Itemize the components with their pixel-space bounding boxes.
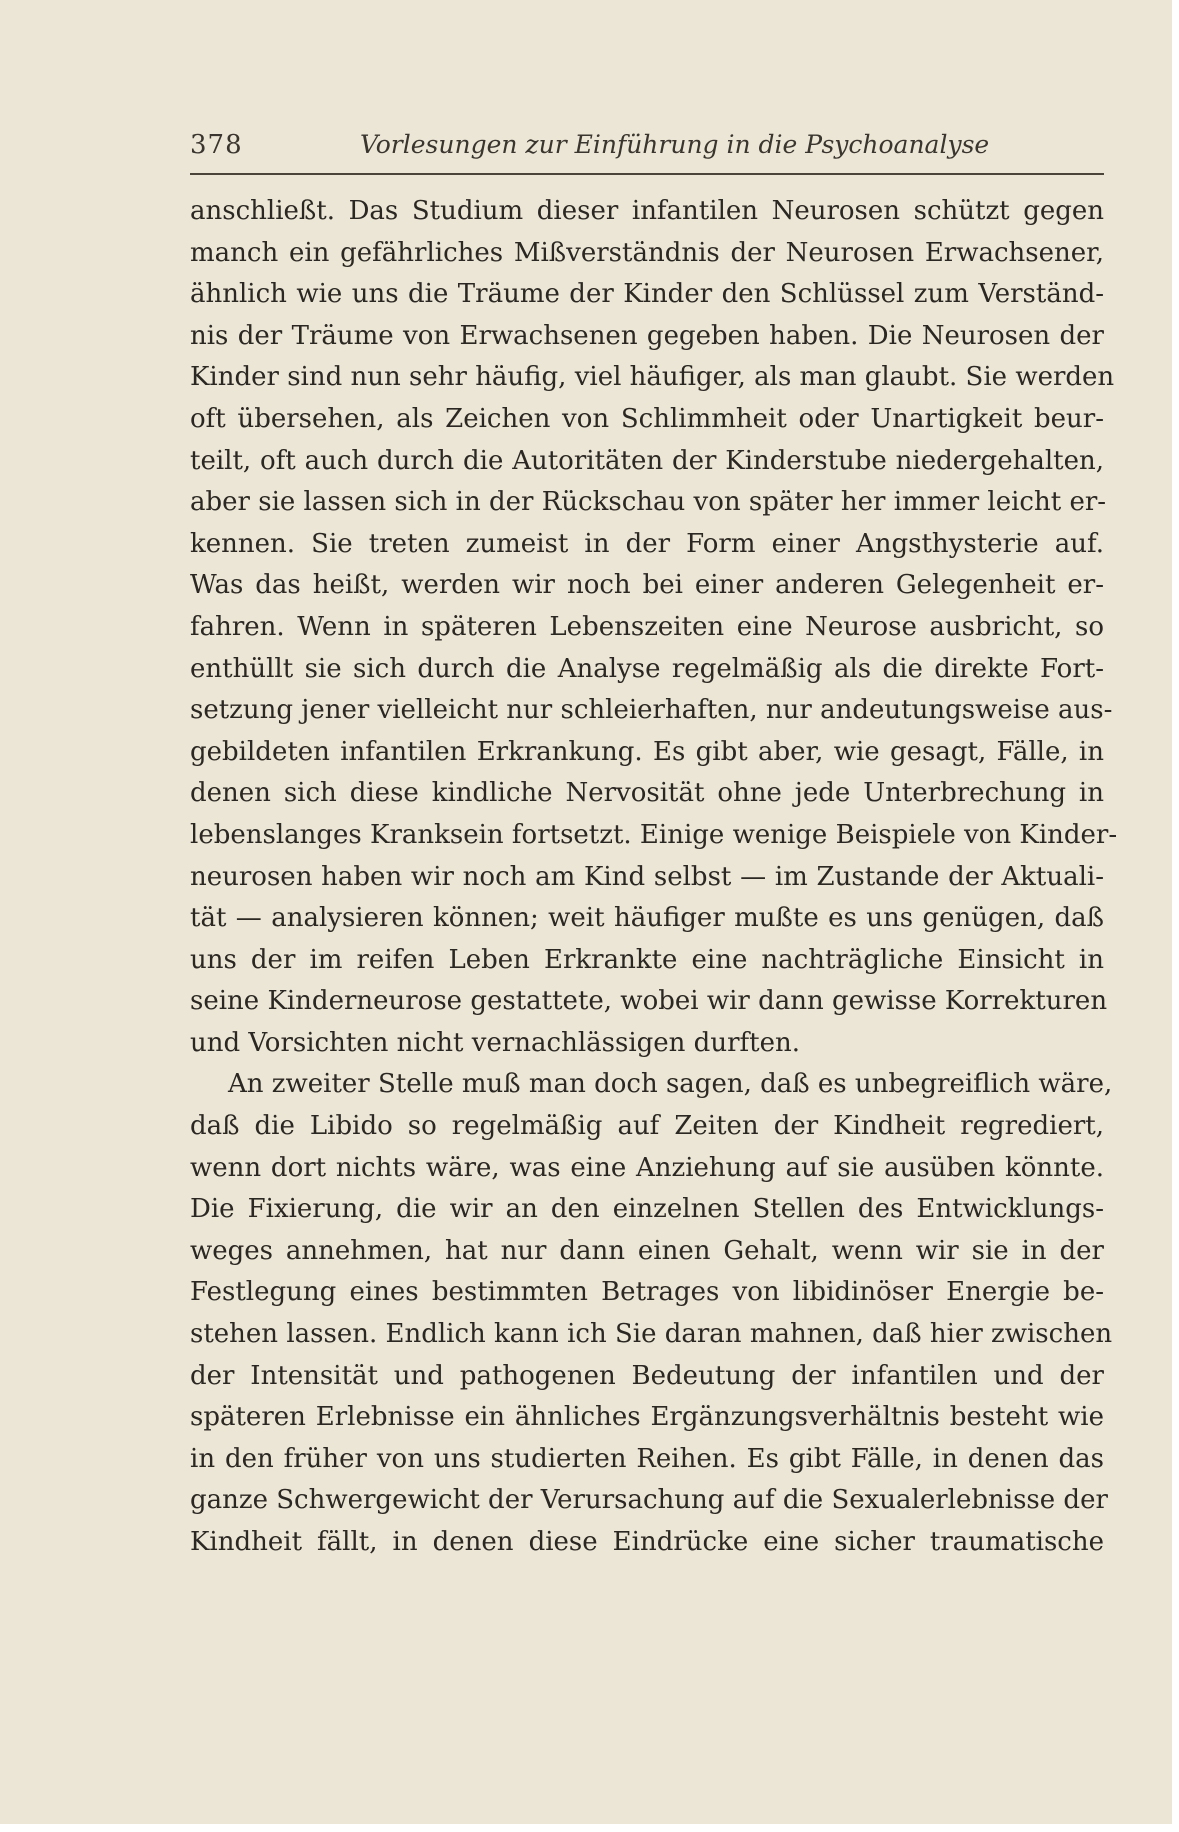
text-line: kennen. Sie treten zumeist in der Form einer Angsthysterie auf.	[190, 528, 1104, 559]
text-line: in den früher von uns studierten Reihen. Es gibt Fälle, in denen das	[190, 1443, 1104, 1474]
paragraph-end-line: und Vorsichten nicht vernachlässigen durften.	[190, 1027, 800, 1058]
text-line: Kinder sind nun sehr häufig, viel häufiger, als man glaubt. Sie werden	[190, 362, 1115, 393]
text-line: der Intensität und pathogenen Bedeutung der infantilen und der	[190, 1360, 1104, 1391]
text-line: lebenslanges Kranksein fortsetzt. Einige wenige Beispiele von Kinder-	[190, 819, 1118, 850]
text-line: seine Kinderneurose gestattete, wobei wir dann gewisse Korrekturen	[190, 986, 1108, 1017]
header-rule	[190, 173, 1104, 175]
text-line: tät — analysieren können; weit häufiger mußte es uns genügen, daß	[190, 903, 1104, 934]
text-line: ähnlich wie uns die Träume der Kinder den Schlüssel zum Verständ-	[190, 279, 1104, 310]
text-line: Festlegung eines bestimmten Betrages von libidinöser Energie be-	[190, 1277, 1104, 1308]
text-line: Die Fixierung, die wir an den einzelnen Stellen des Entwicklungs-	[190, 1194, 1104, 1225]
text-line: anschließt. Das Studium dieser infantilen Neurosen schützt gegen	[190, 196, 1104, 226]
page-header	[190, 128, 1104, 172]
text-line: nis der Träume von Erwachsenen gegeben haben. Die Neurosen der	[190, 320, 1104, 351]
body-text	[190, 191, 1118, 1564]
text-line: denen sich diese kindliche Nervosität ohne jede Unterbrechung in	[190, 778, 1104, 809]
text-line: ganze Schwergewicht der Verursachung auf die Sexualerlebnisse der	[190, 1485, 1108, 1516]
text-line: teilt, oft auch durch die Autoritäten der Kinderstube niedergehalten,	[190, 445, 1104, 476]
text-line: daß die Libido so regelmäßig auf Zeiten der Kindheit regrediert,	[190, 1111, 1104, 1142]
text-line: enthüllt sie sich durch die Analyse regelmäßig als die direkte Fort-	[190, 653, 1104, 684]
text-line: stehen lassen. Endlich kann ich Sie daran mahnen, daß hier zwischen	[190, 1319, 1113, 1350]
page-number: 378	[190, 130, 243, 160]
text-line: Kindheit fällt, in denen diese Eindrücke eine sicher traumatische	[190, 1527, 1104, 1557]
text-line: gebildeten infantilen Erkrankung. Es gibt aber, wie gesagt, Fälle, in	[190, 736, 1104, 767]
text-line: uns der im reifen Leben Erkrankte eine nachträgliche Einsicht in	[190, 944, 1104, 975]
text-line: aber sie lassen sich in der Rückschau von später her immer leicht er-	[190, 487, 1107, 518]
text-line: späteren Erlebnisse ein ähnliches Ergänzungsverhältnis besteht wie	[190, 1402, 1104, 1433]
running-title: Vorlesungen zur Einführung in die Psychoanalyse	[360, 130, 990, 159]
text-line: neurosen haben wir noch am Kind selbst — im Zustande der Aktuali-	[190, 861, 1104, 892]
text-line: weges annehmen, hat nur dann einen Gehalt, wenn wir sie in der	[190, 1235, 1104, 1266]
text-line: fahren. Wenn in späteren Lebenszeiten eine Neurose ausbricht, so	[190, 611, 1104, 642]
text-line: manch ein gefährliches Mißverständnis der Neurosen Erwachsener,	[190, 237, 1104, 268]
text-line: wenn dort nichts wäre, was eine Anziehung auf sie ausüben könnte.	[190, 1152, 1104, 1183]
text-line: Was das heißt, werden wir noch bei einer anderen Gelegenheit er-	[190, 570, 1104, 601]
text-line: oft übersehen, als Zeichen von Schlimmheit oder Unartigkeit beur-	[190, 403, 1104, 434]
paragraph-start-line: An zweiter Stelle muß man doch sagen, daß es unbegreiflich wäre,	[228, 1069, 1113, 1100]
text-line: setzung jener vielleicht nur schleierhaften, nur andeutungsweise aus-	[190, 695, 1113, 726]
